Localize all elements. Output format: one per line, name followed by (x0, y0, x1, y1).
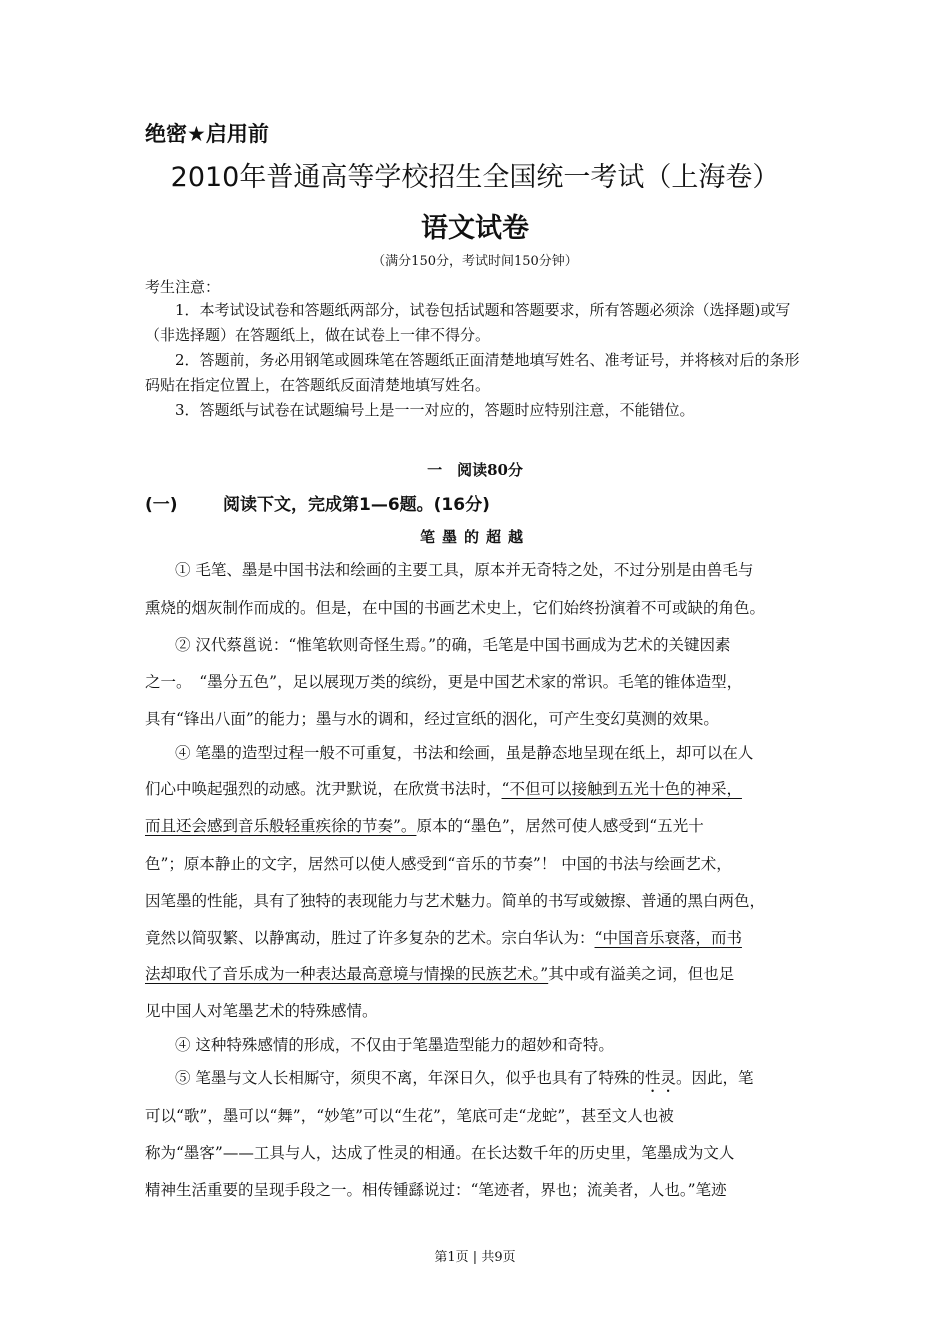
article-line: 色”；原本静止的文字，居然可以使人感受到“音乐的节奏”！ 中国的书法与绘画艺术， (145, 855, 732, 873)
article-title: 笔墨的超越 (419, 528, 530, 546)
article-line: ④ 这种特殊感情的形成，不仅由于笔墨造型能力的超妙和奇特。 (175, 1036, 614, 1054)
article-line (145, 777, 742, 799)
section-instruction: 阅读下文，完成第1—6题。(16分) (223, 495, 490, 515)
emphasized-word: 性灵 (644, 1069, 676, 1087)
article-line (145, 814, 704, 836)
section-heading (145, 490, 490, 515)
note-item: 3．答题纸与试卷在试题编号上是一一对应的，答题时应特别注意，不能错位。 (175, 401, 695, 419)
exam-subtitle: 语文试卷 (421, 213, 529, 244)
section-number: (一) (145, 495, 178, 515)
notes-heading: 考生注意： (145, 278, 221, 296)
notes-list (145, 298, 807, 423)
article-line: 因笔墨的性能，具有了独特的表现能力与艺术魅力。简单的书写或皴擦、普通的黑白两色， (145, 892, 766, 910)
article-line: 熏烧的烟灰制作而成的。但是，在中国的书画艺术史上，它们始终扮演着不可或缺的角色。 (145, 599, 766, 617)
line-text: 竟然以简驭繁、以静寓动，胜过了许多复杂的艺术。宗白华认为： (145, 929, 595, 947)
exam-meta: （满分150分，考试时间150分钟） (372, 254, 578, 269)
line-text: 原本的“墨色”，居然可使人感受到“五光十 (416, 817, 704, 835)
article-line: ① 毛笔、墨是中国书法和绘画的主要工具，原本并无奇特之处，不过分别是由兽毛与 (175, 561, 754, 579)
underlined-quote: “不但可以接触到五光十色的神采， (501, 780, 742, 798)
underlined-quote: 法却取代了音乐成为一种表达最高意境与情操的民族艺术。” (145, 965, 549, 983)
underlined-quote: 而且还会感到音乐般轻重疾徐的节奏”。 (145, 817, 417, 835)
article-line: 称为“墨客”——工具与人，达成了性灵的相通。在长达数千年的历史里，笔墨成为文人 (145, 1144, 735, 1162)
exam-title: 2010年普通高等学校招生全国统一考试（上海卷） (170, 162, 780, 193)
article-line: ② 汉代蔡邕说：“惟笔软则奇怪生焉。”的确，毛笔是中国书画成为艺术的关键因素 (175, 636, 731, 654)
article-line: 可以“歌”，墨可以“舞”，“妙笔”可以“生花”，笔底可走“龙蛇”，甚至文人也被 (145, 1107, 674, 1125)
secret-mark: 绝密★启用前 (145, 122, 269, 146)
line-text: 。因此，笔 (675, 1069, 754, 1087)
note-item: 1．本考试设试卷和答题纸两部分，试卷包括试题和答题要求，所有答题必须涂（选择题)或写（非选择题）在答题纸上，做在试卷上一律不得分。 (145, 301, 791, 344)
article-line: 之一。 “墨分五色”，足以展现万类的缤纷，更是中国艺术家的常识。毛笔的锥体造型， (145, 673, 743, 691)
article-line (145, 962, 734, 984)
article-line: ④ 笔墨的造型过程一般不可重复，书法和绘画，虽是静态地呈现在纸上，却可以在人 (175, 744, 754, 762)
underlined-quote: “中国音乐衰落，而书 (594, 929, 742, 947)
article-line: 具有“锋出八面”的能力；墨与水的调和，经过宣纸的洇化，可产生变幻莫测的效果。 (145, 710, 719, 728)
line-text: 其中或有溢美之词，但也足 (548, 965, 735, 983)
line-text: ⑤ 笔墨与文人长相厮守，须臾不离，年深日久，似乎也具有了特殊的 (175, 1069, 645, 1087)
page-footer: 第1页 | 共9页 (434, 1250, 516, 1265)
article-line (175, 1066, 753, 1096)
article-line: 见中国人对笔墨艺术的特殊感情。 (145, 1002, 378, 1020)
article-line: 精神生活重要的呈现手段之一。相传锺繇说过：“笔迹者，界也；流美者，人也。”笔迹 (145, 1181, 727, 1199)
article-line (145, 926, 742, 948)
line-text: 们心中唤起强烈的动感。沈尹默说，在欣赏书法时， (145, 780, 502, 798)
note-item: 2．答题前，务必用钢笔或圆珠笔在答题纸正面清楚地填写姓名、准考证号，并将核对后的条形码贴在指定位置上，在答题纸反面清楚地填写姓名。 (145, 351, 800, 394)
part-title: 一 阅读80分 (427, 461, 523, 479)
